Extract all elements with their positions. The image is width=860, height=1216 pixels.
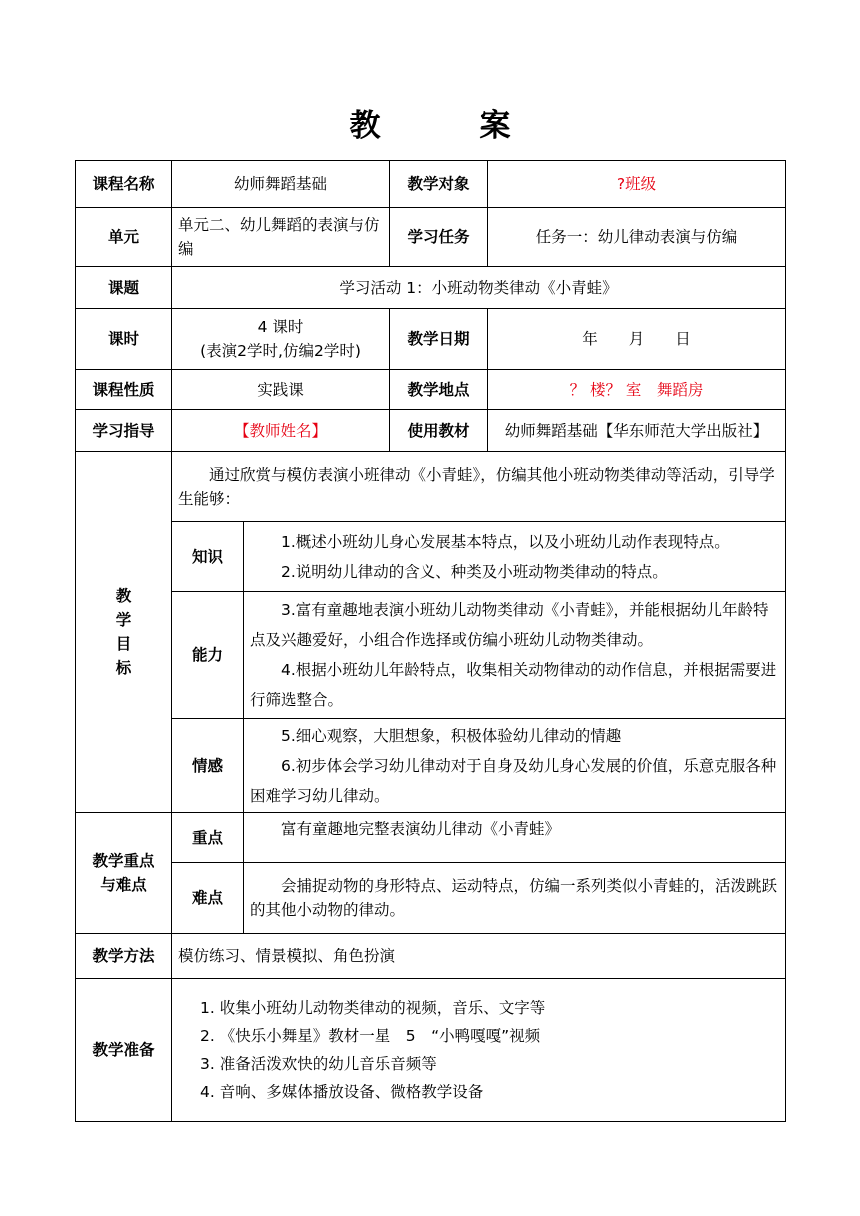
objectives-label-char-1: 教 <box>115 587 132 605</box>
row-unit <box>76 208 786 267</box>
preparation-item-1: 1. 收集小班幼儿动物类律动的视频，音乐、文字等 <box>200 999 546 1017</box>
preparation-label: 教学准备 <box>76 979 172 1122</box>
objectives-intro: 通过欣赏与模仿表演小班律动《小青蛙》，仿编其他小班动物类律动等活动，引导学生能够： <box>172 452 786 522</box>
keypoints-label-line2: 与难点 <box>100 876 147 894</box>
guide-value: 【教师姓名】 <box>172 410 390 452</box>
target-value: ?班级 <box>488 161 786 208</box>
keypoint-label: 重点 <box>172 813 244 863</box>
task-label: 学习任务 <box>390 208 488 267</box>
objectives-label-char-2: 学 <box>115 611 132 629</box>
objectives-label <box>76 452 172 813</box>
topic-value: 学习活动 1：小班动物类律动《小青蛙》 <box>172 267 786 309</box>
ability-item-2: 4.根据小班幼儿年龄特点，收集相关动物律动的动作信息，并根据需要进行筛选整合。 <box>250 661 777 709</box>
emotion-item-2: 6.初步体会学习幼儿律动对于自身及幼儿身心发展的价值，乐意克服各种困难学习幼儿律动。 <box>250 756 777 805</box>
hours-line2: (表演2学时,仿编2学时) <box>200 342 361 360</box>
keypoint-value: 富有童趣地完整表演幼儿律动《小青蛙》 <box>244 813 786 863</box>
objectives-label-char-3: 目 <box>115 635 132 653</box>
keypoints-label <box>76 813 172 934</box>
ability-item-1: 3.富有童趣地表演小班幼儿动物类律动《小青蛙》，并能根据幼儿年龄特点及兴趣爱好，小组合作选择或仿编小班幼儿动物类律动。 <box>250 601 769 649</box>
guide-label: 学习指导 <box>76 410 172 452</box>
hours-value <box>172 309 390 370</box>
row-course-name <box>76 161 786 208</box>
knowledge-content <box>244 522 786 592</box>
row-knowledge <box>76 522 786 592</box>
preparation-content <box>172 979 786 1122</box>
keypoints-label-line1: 教学重点 <box>92 852 155 870</box>
target-label: 教学对象 <box>390 161 488 208</box>
row-nature <box>76 370 786 410</box>
lesson-plan-table <box>75 160 786 1122</box>
location-value: ？ 楼？ 室 舞蹈房 <box>488 370 786 410</box>
task-value: 任务一：幼儿律动表演与仿编 <box>488 208 786 267</box>
emotion-item-1: 5.细心观察，大胆想象，积极体验幼儿律动的情趣 <box>281 726 622 745</box>
row-objectives-intro <box>76 452 786 522</box>
date-value: 年 月 日 <box>488 309 786 370</box>
emotion-label: 情感 <box>172 719 244 813</box>
preparation-item-3: 3. 准备活泼欢快的幼儿音乐音频等 <box>200 1055 437 1073</box>
row-difficulty <box>76 863 786 934</box>
difficulty-value: 会捕捉动物的身形特点、运动特点，仿编一系列类似小青蛙的，活泼跳跃的其他小动物的律动。 <box>244 863 786 934</box>
unit-value: 单元二、幼儿舞蹈的表演与仿编 <box>172 208 390 267</box>
knowledge-item-2: 2.说明幼儿律动的含义、种类及小班动物类律动的特点。 <box>281 562 668 581</box>
objectives-label-char-4: 标 <box>115 659 132 677</box>
hours-label: 课时 <box>76 309 172 370</box>
ability-label: 能力 <box>172 592 244 719</box>
course-name-label: 课程名称 <box>76 161 172 208</box>
method-label: 教学方法 <box>76 934 172 979</box>
method-value: 模仿练习、情景模拟、角色扮演 <box>172 934 786 979</box>
knowledge-item-1: 1.概述小班幼儿身心发展基本特点，以及小班幼儿动作表现特点。 <box>281 532 730 551</box>
preparation-item-4: 4. 音响、多媒体播放设备、微格教学设备 <box>200 1083 484 1101</box>
nature-label: 课程性质 <box>76 370 172 410</box>
row-method <box>76 934 786 979</box>
knowledge-label: 知识 <box>172 522 244 592</box>
textbook-label: 使用教材 <box>390 410 488 452</box>
date-label: 教学日期 <box>390 309 488 370</box>
emotion-content <box>244 719 786 813</box>
nature-value: 实践课 <box>172 370 390 410</box>
row-emotion <box>76 719 786 813</box>
unit-label: 单元 <box>76 208 172 267</box>
preparation-item-2: 2. 《快乐小舞星》教材一星 5 “小鸭嘎嘎”视频 <box>200 1027 541 1045</box>
difficulty-label: 难点 <box>172 863 244 934</box>
ability-content <box>244 592 786 719</box>
topic-label: 课题 <box>76 267 172 309</box>
row-hours <box>76 309 786 370</box>
row-topic <box>76 267 786 309</box>
page-title: 教 案 <box>349 108 545 144</box>
row-guide <box>76 410 786 452</box>
location-label: 教学地点 <box>390 370 488 410</box>
textbook-value: 幼师舞蹈基础【华东师范大学出版社】 <box>488 410 786 452</box>
hours-line1: 4 课时 <box>257 318 304 336</box>
course-name-value: 幼师舞蹈基础 <box>172 161 390 208</box>
row-keypoint <box>76 813 786 863</box>
row-ability <box>76 592 786 719</box>
row-preparation <box>76 979 786 1122</box>
